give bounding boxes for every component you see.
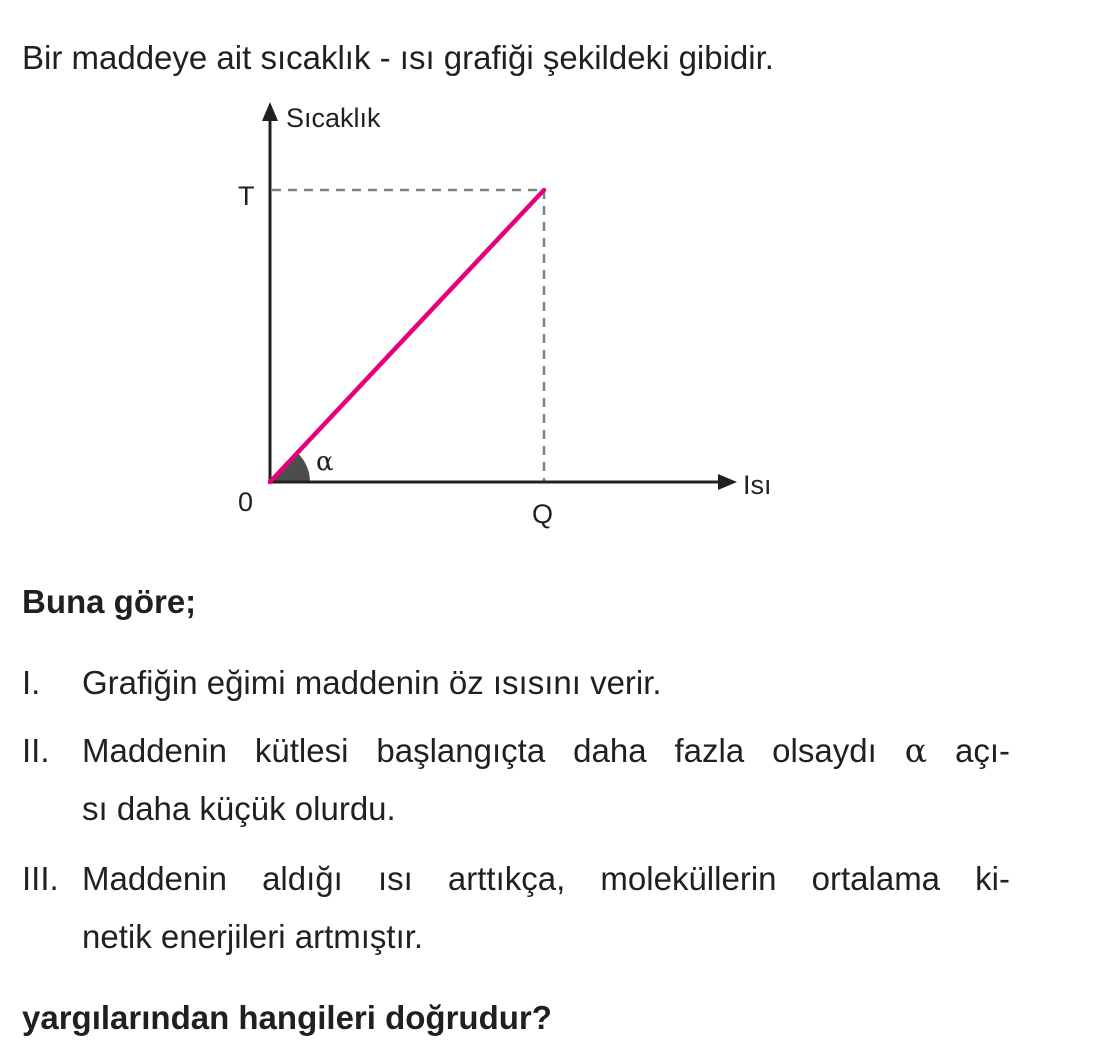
x-tick-label: Q — [532, 499, 554, 529]
origin-label: 0 — [238, 487, 254, 517]
statement-line-part: açı- — [954, 732, 1010, 769]
intro-text: Bir maddeye ait sıcaklık - ısı grafiği şekildeki gibidir. — [22, 39, 774, 76]
x-axis-arrow-icon — [718, 474, 737, 490]
y-axis-arrow-icon — [262, 102, 278, 121]
statement-line — [82, 722, 1010, 780]
statement-line: netik enerjileri artmıştır. — [82, 918, 424, 955]
statement-line: sı daha küçük olurdu. — [82, 790, 396, 827]
lead-text: Buna göre; — [22, 583, 197, 620]
statement-number: II. — [22, 732, 50, 769]
statement-number: III. — [22, 860, 59, 897]
data-line — [270, 190, 544, 482]
x-axis-label: Isı — [743, 470, 772, 500]
y-tick-label: T — [238, 181, 255, 211]
statement-line-part: Maddenin kütlesi başlangıçta daha fazla olsaydı — [82, 732, 877, 769]
statement-line: Grafiğin eğimi maddenin öz ısısını verir. — [82, 664, 662, 701]
y-axis-label: Sıcaklık — [286, 103, 381, 133]
question-text: yargılarından hangileri doğrudur? — [22, 999, 552, 1036]
statement-number: I. — [22, 664, 41, 701]
statement-line: Maddenin aldığı ısı arttıkça, moleküllerin ortalama ki- — [82, 860, 1010, 897]
angle-label: α — [316, 447, 334, 477]
alpha-symbol: α — [904, 731, 928, 770]
